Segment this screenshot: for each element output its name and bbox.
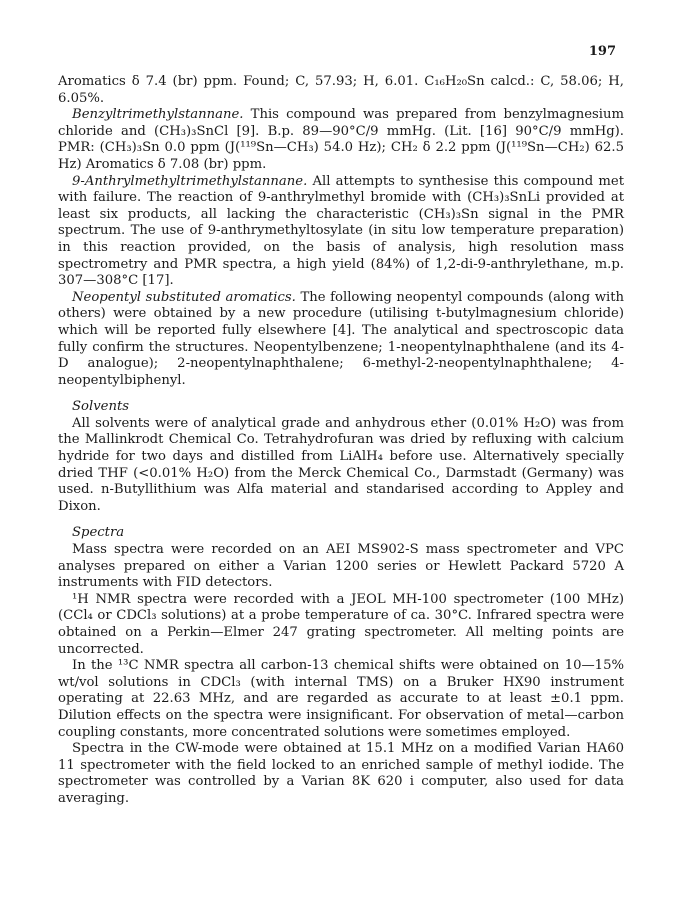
c13-nmr-paragraph: In the ¹³C NMR spectra all carbon-13 chemical shifts were obtained on 10—15% wt/vol solutions in CDCl₃ (with internal TMS) on a Bruker HX90 instrument operating at 22.63 MHz, and are regarded as accurate to at least ±0.1 ppm. Dilution effects on the spectra were insignificant. For observation of metal—carbon coupling constants, more concentrated solutions were sometimes employed. (58, 658, 624, 740)
page-number: 197 (588, 44, 616, 59)
mass-spectra-paragraph: Mass spectra were recorded on an AEI MS902-S mass spectrometer and VPC analyses prepared on either a Varian 1200 series or Hewlett Packard 5720 A instruments with FID detectors. (58, 542, 624, 591)
compound-description: This compound was prepared from benzylmagnesium chloride and (CH₃)₃SnCl [9]. B.p. 89—90°C/9 mmHg. (Lit. [16] 90°C/9 mmHg). PMR: (CH₃)₃Sn 0.0 ppm (J(¹¹⁹Sn—CH₃) 54.0 Hz); CH₂ δ 2.2 ppm (J(¹¹⁹Sn—CH₂) 62.5 Hz) Aromatics δ 7.08 (br) ppm. (58, 107, 624, 172)
solvents-heading: Solvents (72, 399, 130, 415)
compound-title: Benzyltrimethylstannane. (72, 107, 244, 123)
compound-description: The following neopentyl compounds (along with others) were obtained by a new procedure (utilising t-butylmagnesium chloride) which will be reported fully elsewhere [4]. The analytical and spectroscopic data fully confirm the structures. Neopentylbenzene; 1-neopentylnaphthalene (and its 4-D analogue); 2-neopentylnaphthalene; 6-methyl-2-neopentylnaphthalene; 4-neopentylbiphenyl. (58, 289, 624, 388)
compound-title: 9-Anthrylmethyltrimethylstannane. (72, 173, 308, 189)
compound-description: All attempts to synthesise this compound met with failure. The reaction of 9-anthrylmethyl bromide with (CH₃)₃SnLi provided at least six products, all lacking the characteristic (CH₃)₃Sn signal in the PMR spectrum. The use of 9-anthrymethyltosylate (in situ low temperature preparation) in this reaction provided, on the basis of analysis, high resolution mass spectrometry and PMR spectra, a high yield (84%) of 1,2-di-9-anthrylethane, m.p. 307—308°C [17]. (58, 173, 624, 289)
benzyltrimethylstannane-paragraph (58, 107, 624, 173)
spectra-heading: Spectra (72, 525, 125, 541)
cw-mode-paragraph: Spectra in the CW-mode were obtained at 15.1 MHz on a modified Varian HA60 11 spectrometer with the field locked to an enriched sample of methyl iodide. The spectrometer was controlled by a Varian 8K 620 i computer, also used for data averaging. (58, 741, 624, 806)
neopentyl-paragraph (58, 290, 624, 390)
compound-title: Neopentyl substituted aromatics. (72, 289, 296, 305)
solvents-paragraph: All solvents were of analytical grade and anhydrous ether (0.01% H₂O) was from the Mallinkrodt Chemical Co. Tetrahydrofuran was dried by refluxing with calcium hydride for two days and distilled from LiAlH₄ before use. Alternatively specially dried THF (<0.01% H₂O) from the Merck Chemical Co., Darmstadt (Germany) was used. n-Butyllithium was Alfa material and standarised according to Appley and Dixon. (58, 415, 624, 514)
article-body (58, 74, 624, 808)
anthrylmethyl-paragraph (58, 174, 624, 290)
aromatics-paragraph: Aromatics δ 7.4 (br) ppm. Found; C, 57.93; H, 6.01. C₁₆H₂₀Sn calcd.: C, 58.06; H, 6.05%. (58, 74, 624, 106)
h-nmr-paragraph: ¹H NMR spectra were recorded with a JEOL MH-100 spectrometer (100 MHz) (CCl₄ or CDCl₃ solutions) at a probe temperature of ca. 30°C. Infrared spectra were obtained on a Perkin—Elmer 247 grating spectrometer. All melting points are uncorrected. (58, 591, 624, 657)
